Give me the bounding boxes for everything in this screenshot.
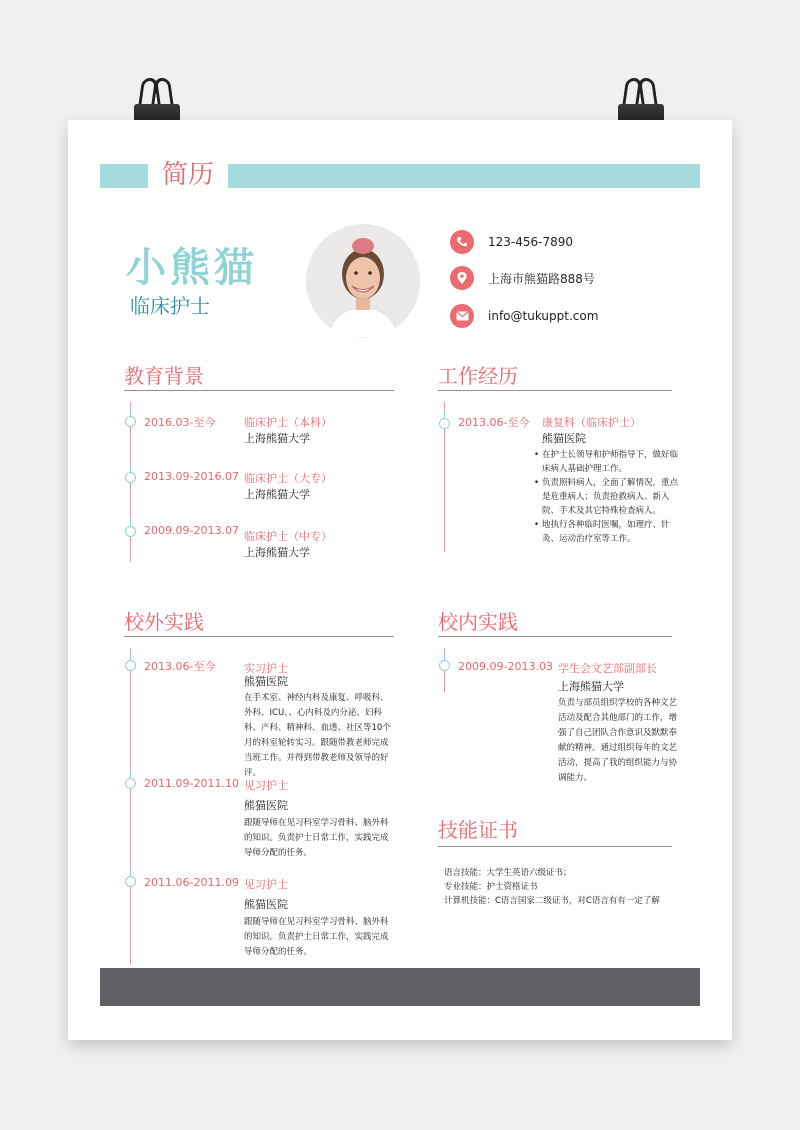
education-date: 2009.09-2013.07 — [144, 524, 239, 537]
footer-bar — [100, 968, 700, 1006]
internal-practice-desc: 负责与部员组织学校的各种文艺活动及配合其他部门的工作，增强了自己团队合作意识及默默奉献的精神。通过组织每年的文艺活动，提高了我的组织能力与协调能力。 — [558, 698, 678, 783]
avatar — [306, 224, 420, 338]
skill-professional: 专业技能：护士资格证书 — [444, 882, 538, 892]
contact-phone — [450, 230, 573, 254]
external-practice-divider — [124, 636, 394, 637]
timeline-dot — [125, 526, 136, 537]
external-practice-date: 2011.09-2011.10 — [144, 777, 239, 790]
skill-computer: 计算机技能：C语言国家二级证书，对C语言有有一定了解 — [444, 896, 660, 906]
external-practice-desc: 在手术室、神经内科及康复、呼吸科、外科、ICU、、心内科及内分泌、妇科科、产科、精神科、血透、社区等10个月的科室轮转实习。跟随带教老师完成当班工作。并得到带教老师及领导的好评。 — [244, 693, 391, 778]
education-school: 上海熊猫大学 — [244, 488, 310, 501]
work-duty-item: • 在护士长领导和护师指导下，做好临床病人基础护理工作。 — [534, 448, 680, 476]
profile-role: 临床护士 — [130, 294, 210, 318]
phone-icon — [450, 230, 474, 254]
external-practice-date: 2013.06-至今 — [144, 660, 216, 673]
internal-practice-org: 上海熊猫大学 — [558, 680, 624, 693]
external-practice-desc: 跟随导师在见习科室学习骨科、脑外科的知识。负责护士日常工作，实践完成导师分配的任务。 — [244, 818, 389, 858]
page-title: 简历 — [148, 156, 228, 194]
internal-practice-divider — [438, 636, 672, 637]
education-date: 2013.09-2016.07 — [144, 470, 239, 483]
location-pin-icon — [450, 266, 474, 290]
internal-practice-title: 校内实践 — [438, 610, 518, 634]
timeline-dot — [125, 778, 136, 789]
timeline-dot — [125, 472, 136, 483]
timeline-dot — [125, 416, 136, 427]
phone-text: 123-456-7890 — [488, 235, 574, 249]
timeline-dot — [439, 660, 450, 671]
external-practice-title: 校外实践 — [124, 610, 204, 634]
profile-name: 小熊猫 — [126, 245, 258, 291]
education-divider — [124, 390, 394, 391]
work-role: 康复科（临床护士） — [542, 416, 641, 429]
timeline-dot — [439, 418, 450, 429]
work-divider — [438, 390, 672, 391]
internal-practice-role: 学生会文艺部副部长 — [558, 662, 657, 675]
external-practice-org: 熊猫医院 — [244, 898, 288, 911]
education-degree: 临床护士（大专） — [244, 472, 332, 485]
external-practice-org: 熊猫医院 — [244, 675, 288, 688]
external-practice-role: 见习护士 — [244, 779, 288, 792]
education-date: 2016.03-至今 — [144, 416, 216, 429]
skills-divider — [438, 846, 672, 847]
external-practice-role: 实习护士 — [244, 662, 288, 675]
external-practice-org: 熊猫医院 — [244, 799, 288, 812]
address-text: 上海市熊猫路888号 — [488, 271, 595, 286]
email-text: info@tukuppt.com — [488, 309, 599, 323]
external-practice-date: 2011.06-2011.09 — [144, 876, 239, 889]
mail-icon — [450, 304, 474, 328]
education-school: 上海熊猫大学 — [244, 432, 310, 445]
education-degree: 临床护士（本科） — [244, 416, 332, 429]
skill-language: 语言技能：大学生英语六级证书； — [444, 868, 572, 878]
contact-address — [450, 266, 595, 290]
internal-practice-date: 2009.09-2013.03 — [458, 660, 553, 673]
resume-page — [68, 120, 732, 1040]
contact-email — [450, 304, 598, 328]
external-practice-role: 见习护士 — [244, 878, 288, 891]
education-title: 教育背景 — [124, 364, 204, 388]
external-practice-desc: 跟随导师在见习科室学习骨科、脑外科的知识。负责护士日常工作，实践完成导师分配的任务。 — [244, 917, 389, 957]
external-practice-timeline — [130, 648, 131, 964]
timeline-dot — [125, 660, 136, 671]
work-org: 熊猫医院 — [542, 432, 586, 445]
work-duty-item: • 负责照料病人，全面了解情况，重点是危重病人；负责抢救病人、新入院、手术及其它特殊检查病人。 — [534, 476, 680, 518]
education-degree: 临床护士（中专） — [244, 530, 332, 543]
education-school: 上海熊猫大学 — [244, 546, 310, 559]
work-date: 2013.06-至今 — [458, 416, 530, 429]
timeline-dot — [125, 876, 136, 887]
work-duty-item: • 地执行各种临时医嘱，如理疗、针灸、运动治疗室等工作。 — [534, 518, 680, 546]
work-title: 工作经历 — [438, 364, 518, 388]
work-duties — [534, 448, 680, 546]
skills-title: 技能证书 — [438, 818, 518, 842]
